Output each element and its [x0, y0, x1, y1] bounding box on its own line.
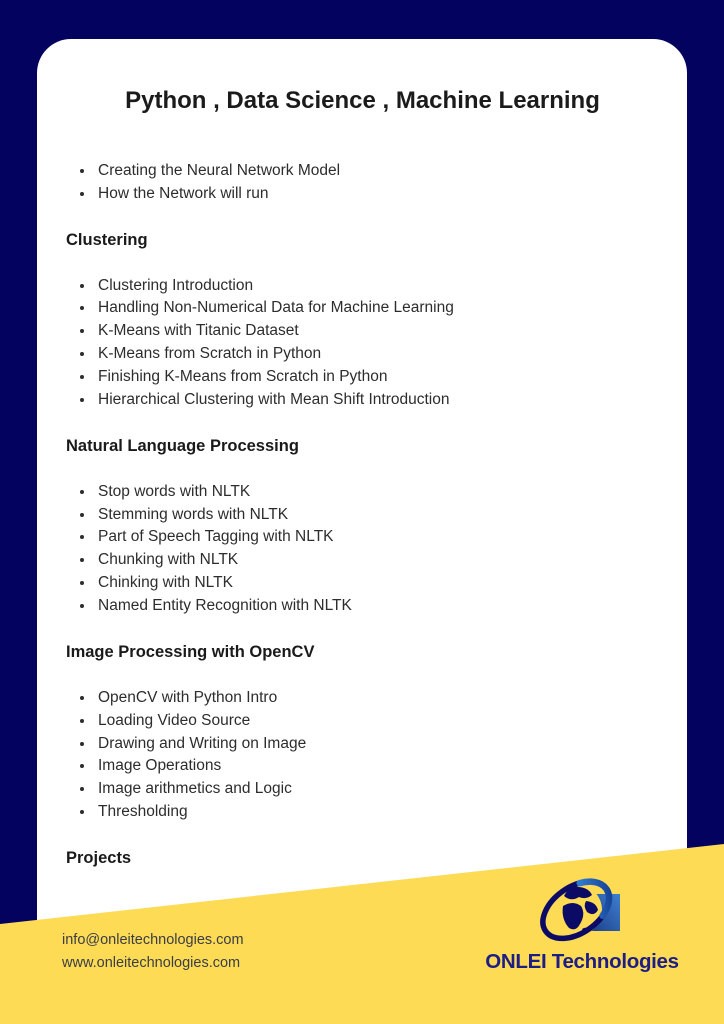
topic-item: • Hierarchical Clustering with Mean Shift Introduction: [95, 389, 659, 412]
topic-item: • Drawing and Writing on Image: [95, 733, 659, 756]
topic-item: • Stemming words with NLTK: [95, 504, 659, 527]
topic-item: • Loading Video Source: [95, 710, 659, 733]
topic-item: • Thresholding: [95, 801, 659, 824]
topic-item: • How the Network will run: [95, 183, 659, 206]
contact-website: www.onleitechnologies.com: [62, 954, 241, 971]
topic-item: • Chinking with NLTK: [95, 572, 659, 595]
topic-list: [66, 160, 659, 206]
topic-item: • OpenCV with Python Intro: [95, 687, 659, 710]
topic-item: • Named Entity Recognition with NLTK: [95, 595, 659, 618]
topic-item: • Chunking with NLTK: [95, 549, 659, 572]
topic-item: • K-Means with Titanic Dataset: [95, 320, 659, 343]
topic-item: • Image Operations: [95, 755, 659, 778]
section-heading: Natural Language Processing: [66, 436, 299, 455]
topic-list: [66, 481, 659, 618]
contact-info: [62, 929, 244, 974]
topic-item: • Handling Non-Numerical Data for Machine Learning: [95, 297, 659, 320]
card-content: [37, 39, 687, 870]
section-heading: Projects: [66, 849, 132, 868]
section-heading: Image Processing with OpenCV: [66, 642, 315, 661]
topic-item: • Creating the Neural Network Model: [95, 160, 659, 183]
topic-list: [66, 275, 659, 412]
course-section: [66, 229, 659, 412]
topic-item: • Finishing K-Means from Scratch in Python: [95, 366, 659, 389]
globe-logo-icon: [536, 876, 640, 952]
topic-list: [66, 687, 659, 824]
content-card: [37, 39, 687, 989]
topic-item: • Clustering Introduction: [95, 275, 659, 298]
course-section: [66, 435, 659, 618]
contact-email: info@onleitechnologies.com: [62, 932, 244, 948]
topic-item: • Part of Speech Tagging with NLTK: [95, 526, 659, 549]
topic-item: • K-Means from Scratch in Python: [95, 343, 659, 366]
course-sections: [66, 160, 659, 870]
section-heading: Clustering: [66, 230, 148, 249]
topic-item: • Stop words with NLTK: [95, 481, 659, 504]
course-section: [66, 641, 659, 824]
page-title: Python , Data Science , Machine Learning: [125, 87, 600, 114]
topic-item: • Image arithmetics and Logic: [95, 778, 659, 801]
brand-name: ONLEI Technologies: [485, 950, 679, 973]
course-section: [66, 160, 659, 206]
